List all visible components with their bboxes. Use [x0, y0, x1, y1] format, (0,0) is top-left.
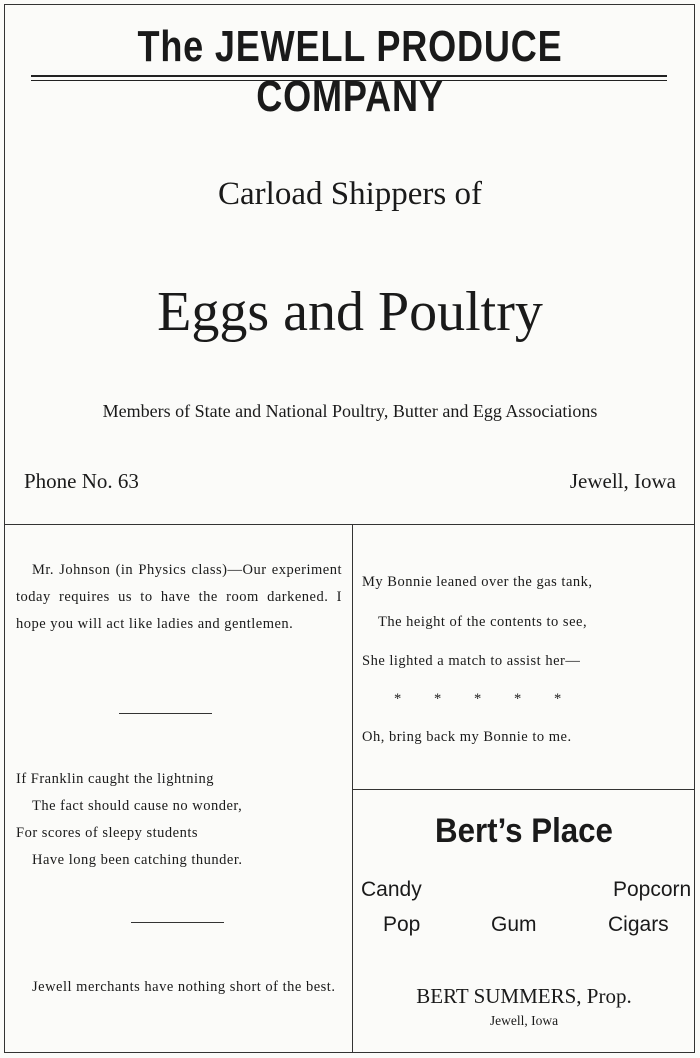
proprietor-town: Jewell, Iowa: [489, 1013, 559, 1028]
product-cigars: Cigars: [608, 913, 669, 936]
poem-line: The height of the contents to see,: [378, 613, 588, 630]
product-gum: Gum: [491, 913, 537, 936]
merchants-joke: Jewell merchants have nothing short of the best.: [32, 979, 336, 995]
poem-line: Have long been catching thunder.: [32, 852, 243, 868]
asterisk: *: [394, 690, 402, 707]
proprietor-name: BERT SUMMERS, Prop.: [416, 984, 632, 1008]
company-name: The JEWELL PRODUCE COMPANY: [137, 22, 563, 121]
right-column-divider: [352, 789, 695, 790]
company-location: Jewell, Iowa: [569, 469, 676, 493]
asterisk-row: [362, 682, 682, 716]
poem-line: The fact should cause no wonder,: [32, 798, 243, 814]
headline: Eggs and Poultry: [157, 281, 543, 343]
poem-line: For scores of sleepy students: [16, 825, 199, 841]
poem-line: If Franklin caught the lightning: [16, 771, 215, 787]
product-popcorn: Popcorn: [613, 878, 692, 901]
physics-joke: Mr. Johnson (in Physics class)—Our experiment today requires us to have the room darkened. I hope you will act like ladies and gentlemen.: [16, 562, 342, 632]
separator-rule: [119, 713, 212, 714]
asterisk: *: [554, 690, 562, 707]
bonnie-poem: [362, 563, 682, 758]
phone-number: Phone No. 63: [24, 469, 139, 493]
poem-line: She lighted a match to assist her—: [362, 653, 581, 669]
franklin-poem: [16, 766, 346, 874]
poem-line: Oh, bring back my Bonnie to me.: [362, 728, 572, 745]
tagline: Carload Shippers of: [218, 176, 482, 212]
berts-place-title: Bert’s Place: [435, 812, 613, 850]
product-candy: Candy: [361, 878, 422, 901]
poem-line: My Bonnie leaned over the gas tank,: [362, 574, 593, 590]
product-pop: Pop: [383, 913, 421, 936]
header-double-rule: [31, 75, 667, 81]
asterisk: *: [474, 690, 482, 707]
asterisk: *: [434, 690, 442, 707]
membership-line: Members of State and National Poultry, Butter and Egg Associations: [102, 401, 598, 421]
section-divider: [4, 524, 695, 525]
separator-rule: [131, 922, 224, 923]
asterisk: *: [514, 690, 522, 707]
page-border: [4, 4, 695, 1053]
